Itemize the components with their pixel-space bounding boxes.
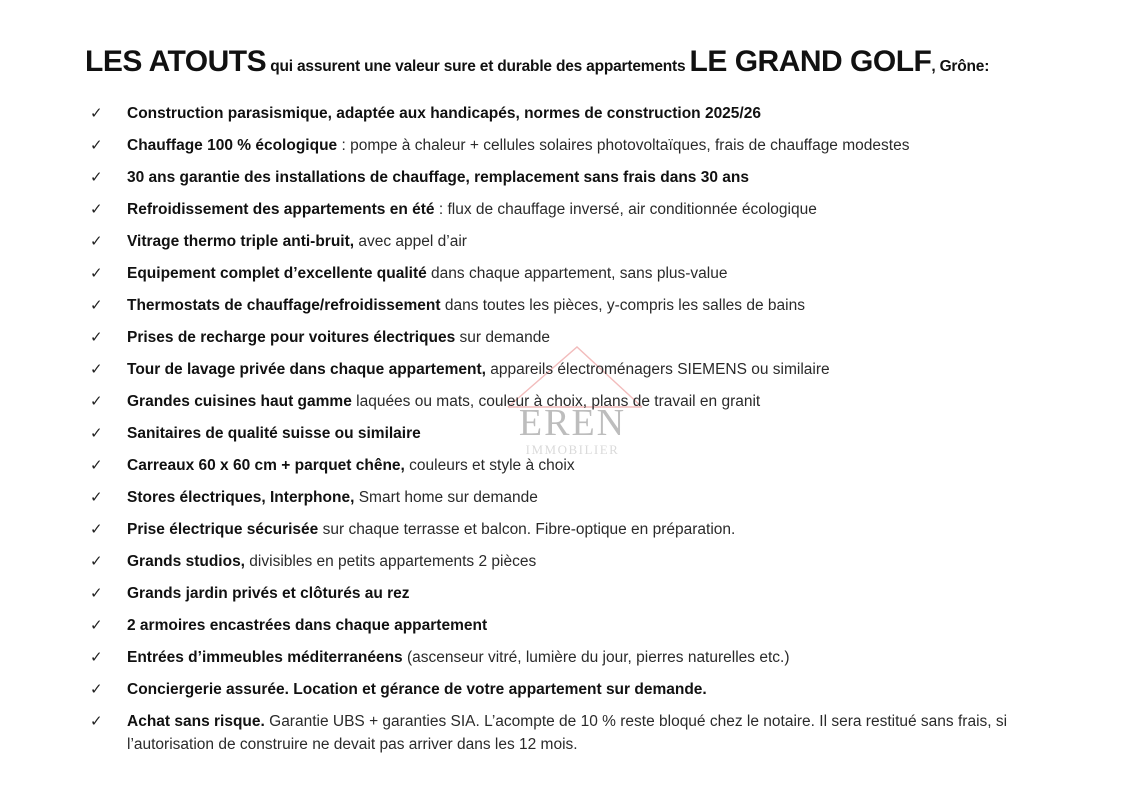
checkmark-icon: ✓ (90, 521, 103, 538)
list-item (90, 198, 1015, 221)
list-item (90, 582, 1015, 605)
item-bold-text: Tour de lavage privée dans chaque appartement, (127, 361, 486, 378)
item-regular-text: : pompe à chaleur + cellules solaires photovoltaïques, frais de chauffage modestes (337, 137, 910, 154)
item-bold-text: Grandes cuisines haut gamme (127, 393, 352, 410)
item-bold-text: 30 ans garantie des installations de chauffage, remplacement sans frais dans 30 ans (127, 169, 749, 186)
item-regular-text: (ascenseur vitré, lumière du jour, pierres naturelles etc.) (402, 649, 790, 666)
features-list (90, 102, 1015, 765)
item-regular-text: laquées ou mats, couleur à choix, plans de travail en granit (351, 393, 761, 410)
list-item (90, 486, 1015, 509)
list-item (90, 550, 1015, 573)
checkmark-icon: ✓ (90, 233, 103, 250)
item-bold-text: Chauffage 100 % écologique (127, 137, 338, 154)
item-regular-text: Smart home sur demande (354, 489, 538, 506)
list-item (90, 294, 1015, 317)
item-regular-text: divisibles en petits appartements 2 pièces (245, 553, 537, 570)
list-item (90, 102, 1015, 125)
item-bold-text: 2 armoires encastrées dans chaque appartement (127, 617, 488, 634)
checkmark-icon: ✓ (90, 617, 103, 634)
item-bold-text: Entrées d’immeubles méditerranéens (127, 649, 403, 666)
title-location: , Grône: (931, 58, 990, 75)
item-bold-text: Sanitaires de qualité suisse ou similaire (127, 425, 421, 442)
list-item (90, 518, 1015, 541)
item-bold-text: Vitrage thermo triple anti-bruit, (127, 233, 355, 250)
item-bold-text: Grands jardin privés et clôturés au rez (127, 585, 410, 602)
item-bold-text: Conciergerie assurée. Location et gérance de votre appartement sur demande. (127, 681, 707, 698)
checkmark-icon: ✓ (90, 713, 103, 730)
item-regular-text: avec appel d’air (354, 233, 467, 250)
item-bold-text: Prise électrique sécurisée (127, 521, 319, 538)
list-item (90, 614, 1015, 637)
list-item (90, 134, 1015, 157)
title-les-atouts: LES ATOUTS (85, 45, 267, 78)
checkmark-icon: ✓ (90, 649, 103, 666)
item-bold-text: Refroidissement des appartements en été (127, 201, 435, 218)
item-regular-text: couleurs et style à choix (404, 457, 575, 474)
item-regular-text: appareils électroménagers SIEMENS ou similaire (485, 361, 830, 378)
item-bold-text: Achat sans risque. (127, 713, 265, 730)
item-bold-text: Stores électriques, Interphone, (127, 489, 355, 506)
list-item (90, 358, 1015, 381)
item-bold-text: Prises de recharge pour voitures électriques (127, 329, 456, 346)
title-subtitle: qui assurent une valeur sure et durable des appartements (266, 58, 690, 75)
checkmark-icon: ✓ (90, 681, 103, 698)
list-item (90, 646, 1015, 669)
checkmark-icon: ✓ (90, 361, 103, 378)
checkmark-icon: ✓ (90, 585, 103, 602)
item-regular-text: : flux de chauffage inversé, air conditionnée écologique (434, 201, 817, 218)
checkmark-icon: ✓ (90, 105, 103, 122)
watermark-subtitle: IMMOBILIER (525, 442, 620, 457)
checkmark-icon: ✓ (90, 265, 103, 282)
item-bold-text: Grands studios, (127, 553, 245, 570)
item-regular-text: sur chaque terrasse et balcon. Fibre-optique en préparation. (318, 521, 736, 538)
item-regular-text: dans toutes les pièces, y-compris les salles de bains (440, 297, 805, 314)
checkmark-icon: ✓ (90, 457, 103, 474)
list-item (90, 262, 1015, 285)
list-item (90, 326, 1015, 349)
title-le-grand-golf: LE GRAND GOLF (689, 45, 932, 78)
item-bold-text: Carreaux 60 x 60 cm + parquet chêne, (127, 457, 405, 474)
checkmark-icon: ✓ (90, 489, 103, 506)
checkmark-icon: ✓ (90, 425, 103, 442)
watermark-name: EREN (518, 402, 627, 444)
list-item (90, 454, 1015, 477)
checkmark-icon: ✓ (90, 169, 103, 186)
list-item (90, 166, 1015, 189)
checkmark-icon: ✓ (90, 553, 103, 570)
list-item (90, 422, 1015, 445)
page-title (85, 42, 989, 79)
item-bold-text: Thermostats de chauffage/refroidissement (127, 297, 441, 314)
item-bold-text: Construction parasismique, adaptée aux handicapés, normes de construction 2025/26 (127, 105, 761, 122)
item-bold-text: Equipement complet d’excellente qualité (127, 265, 427, 282)
list-item (90, 230, 1015, 253)
checkmark-icon: ✓ (90, 297, 103, 314)
item-regular-text: sur demande (455, 329, 550, 346)
checkmark-icon: ✓ (90, 137, 103, 154)
item-regular-text: dans chaque appartement, sans plus-value (426, 265, 728, 282)
checkmark-icon: ✓ (90, 393, 103, 410)
checkmark-icon: ✓ (90, 329, 103, 346)
list-item (90, 678, 1015, 701)
list-item (90, 390, 1015, 413)
checkmark-icon: ✓ (90, 201, 103, 218)
item-regular-text: Garantie UBS + garanties SIA. L’acompte de 10 % reste bloqué chez le notaire. Il sera restitué sans frais, si l’autorisation de construire ne devait pas arriver dans les 12 mois. (127, 713, 1008, 753)
list-item (90, 710, 1015, 756)
